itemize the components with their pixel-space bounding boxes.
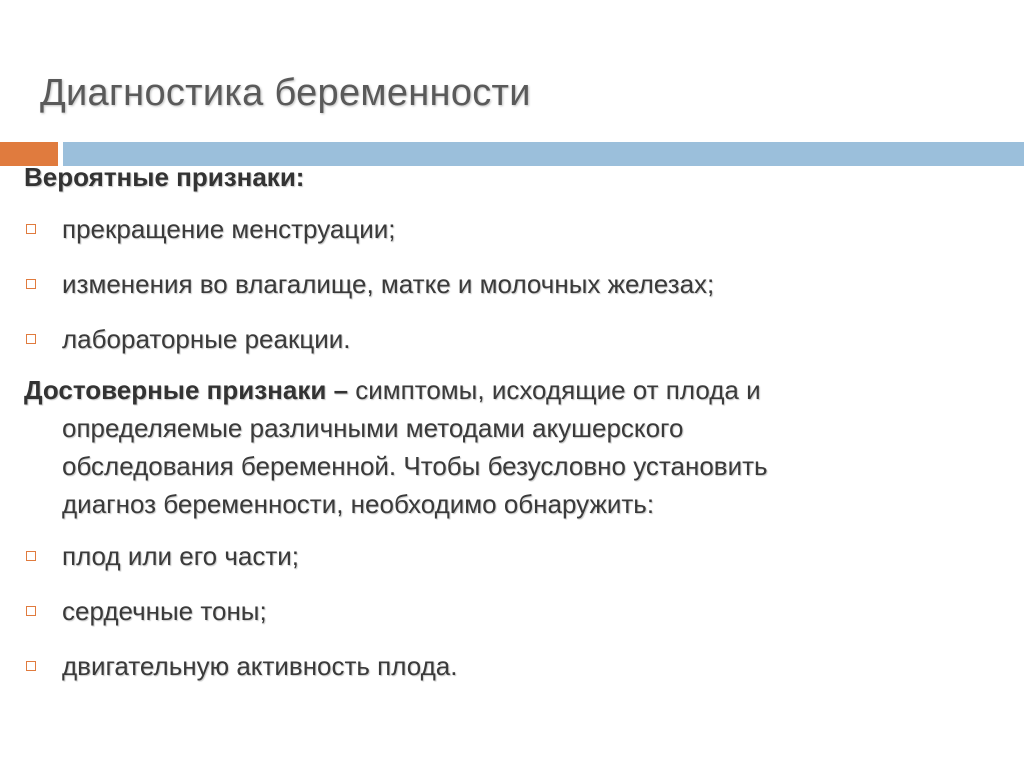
slide-title: Диагностика беременности xyxy=(40,72,531,114)
list-item-text: изменения во влагалище, матке и молочных железах; xyxy=(62,269,715,299)
list-item-text: прекращение менструации; xyxy=(62,214,396,244)
list-item-text: двигательную активность плода. xyxy=(62,651,458,681)
square-bullet-icon xyxy=(26,279,36,289)
paragraph-line: определяемые различными методами акушерского xyxy=(62,413,684,443)
square-bullet-icon xyxy=(26,334,36,344)
list-item-text: плод или его части; xyxy=(62,541,299,571)
square-bullet-icon xyxy=(26,551,36,561)
paragraph-line: симптомы, исходящие от плода и xyxy=(348,375,761,405)
list-item xyxy=(24,647,984,685)
list-item xyxy=(24,592,984,630)
slide-content xyxy=(24,158,984,685)
square-bullet-icon xyxy=(26,224,36,234)
square-bullet-icon xyxy=(26,606,36,616)
probable-signs-heading: Вероятные признаки: xyxy=(24,162,305,192)
reliable-signs-heading: Достоверные признаки – xyxy=(24,375,349,405)
paragraph-line: обследования беременной. Чтобы безусловно установить xyxy=(62,451,768,481)
list-item xyxy=(24,537,984,575)
paragraph-line: диагноз беременности, необходимо обнаружить: xyxy=(62,489,655,519)
reliable-signs-paragraph xyxy=(24,371,984,523)
list-item-text: лабораторные реакции. xyxy=(62,324,351,354)
list-item xyxy=(24,210,984,248)
list-item-text: сердечные тоны; xyxy=(62,596,267,626)
square-bullet-icon xyxy=(26,661,36,671)
list-item xyxy=(24,265,984,303)
list-item xyxy=(24,320,984,358)
